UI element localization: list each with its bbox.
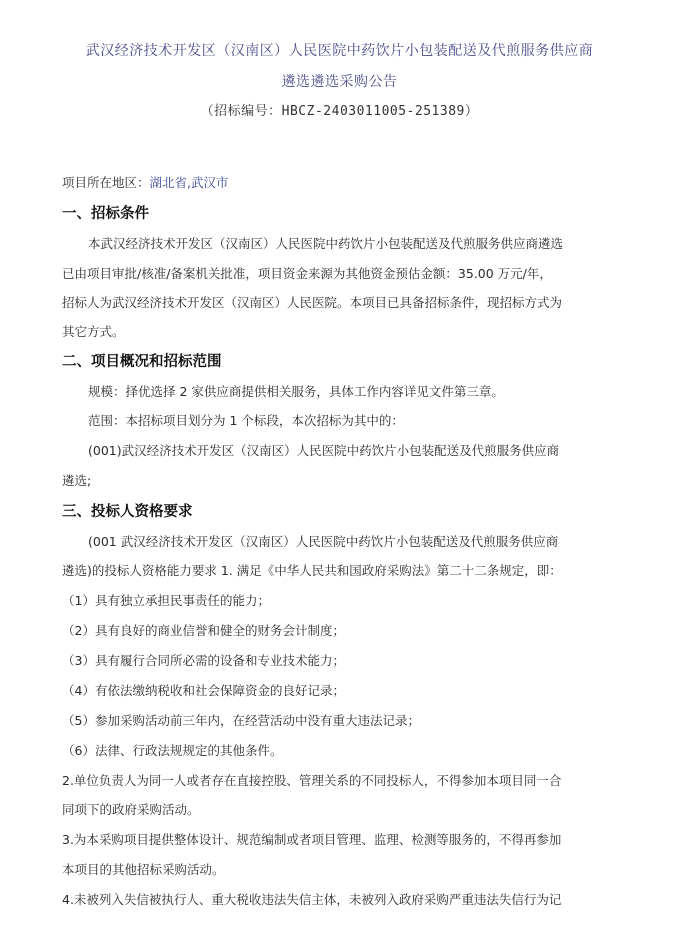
- requirement-paragraph: 本项目的其他招标采购活动。: [62, 862, 225, 877]
- location-value: 湖北省,武汉市: [149, 175, 229, 190]
- bid-number: （招标编号：HBCZ-2403011005-251389）: [200, 104, 479, 119]
- requirement-item: （3）具有履行合同所必需的设备和专业技术能力；: [62, 653, 345, 668]
- section2-lot-line: (001)武汉经济技术开发区（汉南区）人民医院中药饮片小包装配送及代煎服务供应商: [88, 443, 560, 458]
- location-label: 项目所在地区：: [62, 175, 150, 190]
- section1-line: 本武汉经济技术开发区（汉南区）人民医院中药饮片小包装配送及代煎服务供应商遴选: [88, 236, 564, 251]
- section3-heading: 三、投标人资格要求: [62, 504, 193, 520]
- section3-intro-line: (001 武汉经济技术开发区（汉南区）人民医院中药饮片小包装配送及代煎服务供应商: [88, 534, 559, 549]
- requirement-paragraph: 3.为本采购项目提供整体设计、规范编制或者项目管理、监理、检测等服务的，不得再参加: [62, 832, 562, 847]
- section2-scale: 规模：择优选择 2 家供应商提供相关服务，具体工作内容详见文件第三章。: [88, 384, 504, 399]
- requirement-item: （5）参加采购活动前三年内，在经营活动中没有重大违法记录；: [62, 713, 420, 728]
- requirement-paragraph: 4.未被列入失信被执行人、重大税收违法失信主体，未被列入政府采购严重违法失信行为记: [62, 892, 562, 907]
- section3-intro-line: 遴选)的投标人资格能力要求 1. 满足《中华人民共和国政府采购法》第二十二条规定，即：: [62, 563, 562, 578]
- section2-scope: 范围：本招标项目划分为 1 个标段，本次招标为其中的：: [88, 413, 404, 428]
- requirement-item: （4）有依法缴纳税收和社会保障资金的良好记录；: [62, 683, 345, 698]
- location-row: [62, 173, 229, 191]
- section2-heading: 二、项目概况和招标范围: [62, 354, 222, 370]
- requirement-item: （2）具有良好的商业信誉和健全的财务会计制度；: [62, 623, 345, 638]
- requirement-item: （6）法律、行政法规规定的其他条件。: [62, 743, 283, 758]
- section1-line: 招标人为武汉经济技术开发区（汉南区）人民医院。本项目已具备招标条件，现招标方式为: [62, 295, 563, 310]
- requirement-item: （1）具有独立承担民事责任的能力；: [62, 593, 270, 608]
- section1-heading: 一、招标条件: [62, 206, 149, 222]
- section1-line: 已由项目审批/核准/备案机关批准，项目资金来源为其他资金预估金额：35.00 万元/年，: [62, 266, 552, 281]
- title-line-1: 武汉经济技术开发区（汉南区）人民医院中药饮片小包装配送及代煎服务供应商: [85, 43, 594, 59]
- requirement-paragraph: 2.单位负责人为同一人或者存在直接控股、管理关系的不同投标人，不得参加本项目同一合: [62, 773, 562, 788]
- requirement-paragraph: 同项下的政府采购活动。: [62, 802, 200, 817]
- title-line-2: 遴选遴选采购公告: [281, 74, 398, 90]
- section1-line: 其它方式。: [62, 324, 125, 339]
- section2-lot-line: 遴选;: [62, 473, 92, 488]
